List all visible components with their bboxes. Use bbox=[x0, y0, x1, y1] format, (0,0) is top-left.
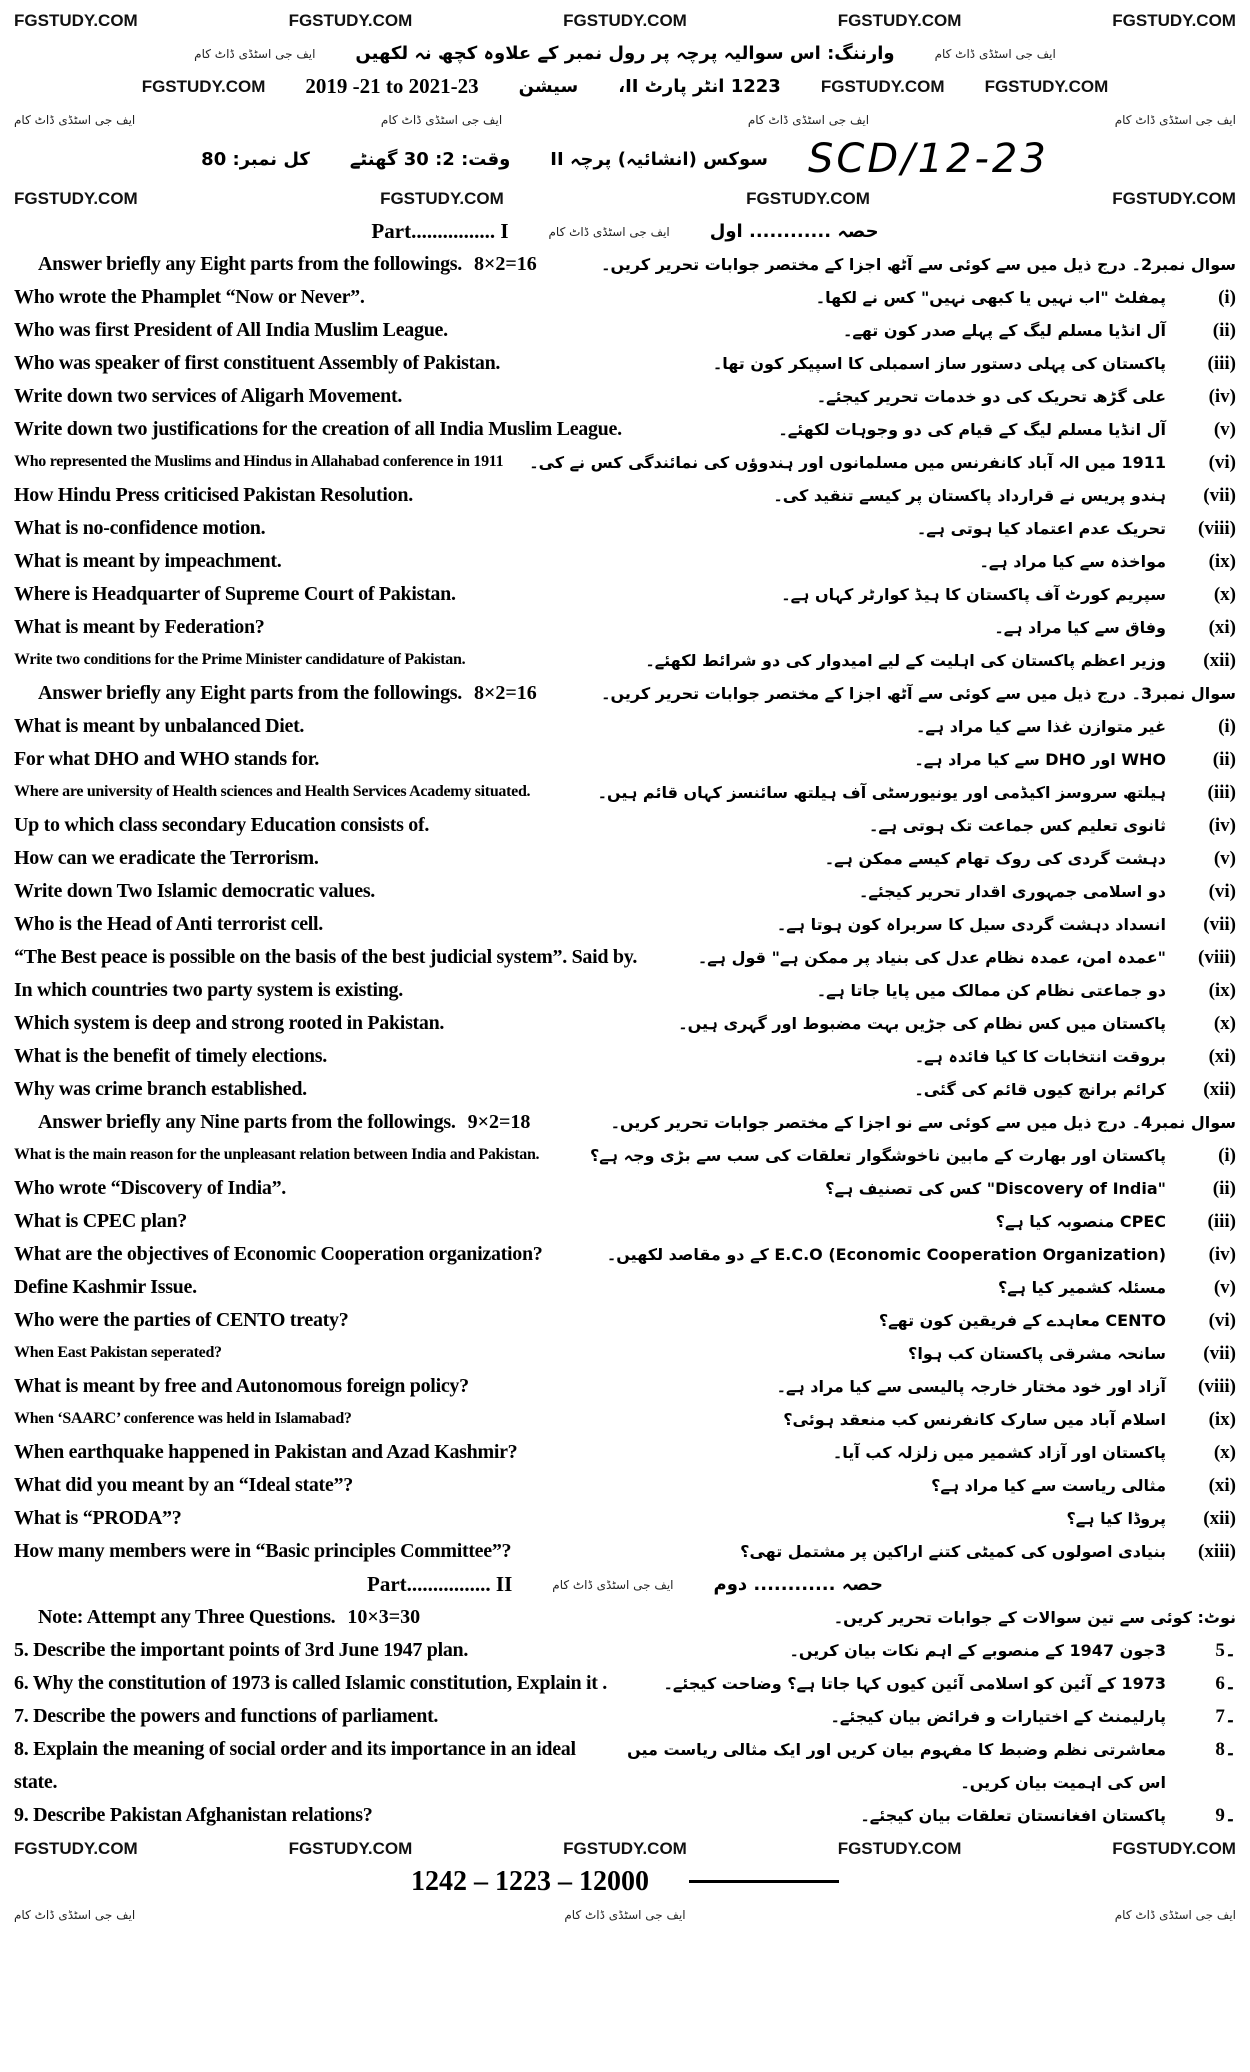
question-text-urdu: پاکستان اور بھارت کے مابین ناخوشگوار تعلقات کی سب سے بڑی وجہ ہے؟ bbox=[590, 1145, 1166, 1165]
watermark-text: FGSTUDY.COM bbox=[837, 1838, 962, 1858]
watermark-urdu: ایف جی اسٹڈی ڈاٹ کام bbox=[380, 112, 503, 127]
page-row bbox=[14, 215, 1236, 248]
question-text: Write down Two Islamic democratic values. bbox=[14, 880, 376, 902]
question-number: (vi) bbox=[1208, 451, 1236, 473]
signature-line bbox=[689, 1880, 839, 1883]
question-text-urdu: ہیلتھ سروسز اکیڈمی اور یونیورسٹی آف ہیلتھ سائنسز کہاں قائم ہیں۔ bbox=[597, 782, 1166, 802]
question-number: (iii) bbox=[1207, 1210, 1236, 1232]
question-text-urdu: پاکستان میں کس نظام کی جڑیں بہت مضبوط اور گہری ہیں۔ bbox=[678, 1013, 1166, 1033]
question-text-urdu: دہشت گردی کی روک تھام کیسے ممکن ہے۔ bbox=[824, 848, 1166, 868]
question-text-urdu: تحریک عدم اعتماد کیا ہوتی ہے۔ bbox=[916, 518, 1166, 538]
part-two-marks: 10×3=30 bbox=[347, 1606, 421, 1628]
question-text: Who is the Head of Anti terrorist cell. bbox=[14, 913, 323, 935]
question-text: What is the benefit of timely elections. bbox=[14, 1045, 327, 1067]
question-text: Who wrote the Phamplet “Now or Never”. bbox=[14, 286, 365, 308]
question-text-urdu: 1911 میں الہ آباد کانفرنس میں مسلمانوں اور ہندوؤں کی نمائندگی کس نے کی۔ bbox=[529, 452, 1166, 472]
question-text-urdu: وفاق سے کیا مراد ہے۔ bbox=[994, 617, 1166, 637]
page-row bbox=[14, 281, 1236, 314]
question-number: (iii) bbox=[1207, 781, 1236, 803]
page-row bbox=[14, 1403, 1236, 1436]
question-number: (viii) bbox=[1198, 946, 1236, 968]
page-row bbox=[14, 677, 1236, 710]
question-text-urdu: انسداد دہشت گردی سیل کا سربراہ کون ہوتا ہے۔ bbox=[776, 914, 1166, 934]
page-row bbox=[14, 1865, 1236, 1898]
page-row bbox=[14, 809, 1236, 842]
watermark-text: FGSTUDY.COM bbox=[563, 10, 687, 30]
long-question-number: 8۔ bbox=[1215, 1739, 1236, 1760]
page-row bbox=[14, 776, 1236, 809]
page-row bbox=[14, 1502, 1236, 1535]
note-urdu: نوٹ: کوئی سے تین سوالات کے جوابات تحریر کریں۔ bbox=[833, 1607, 1236, 1627]
handwritten-code: SCD/12-23 bbox=[808, 136, 1049, 182]
section-heading: Answer briefly any Nine parts from the followings. bbox=[38, 1111, 456, 1133]
watermark-text: FGSTUDY.COM bbox=[14, 1838, 138, 1858]
page-row bbox=[14, 446, 1236, 479]
warning-text: وارننگ: اس سوالیہ پرچہ پر رول نمبر کے علاوہ کچھ نہ لکھیں bbox=[355, 43, 895, 64]
time-text: وقت: 2: 30 گھنٹے bbox=[349, 148, 511, 170]
page-row bbox=[14, 1799, 1236, 1832]
watermark-urdu: ایف جی اسٹڈی ڈاٹ کام bbox=[548, 224, 670, 239]
question-text: For what DHO and WHO stands for. bbox=[14, 748, 320, 770]
question-text-urdu: CENTO معاہدے کے فریقین کون تھے؟ bbox=[878, 1310, 1166, 1330]
question-text-urdu: آزاد اور خود مختار خارجہ پالیسی سے کیا مراد ہے۔ bbox=[776, 1376, 1166, 1396]
subject-text: سوکس (انشائیہ) پرچہ II bbox=[550, 148, 768, 170]
watermark-text: FGSTUDY.COM bbox=[1112, 10, 1236, 30]
page-row bbox=[14, 1304, 1236, 1337]
page-row bbox=[14, 578, 1236, 611]
watermark-text: FGSTUDY.COM bbox=[288, 1838, 413, 1858]
question-text-urdu: سپریم کورٹ آف پاکستان کا ہیڈ کوارٹر کہاں ہے۔ bbox=[781, 584, 1166, 604]
page-row bbox=[14, 1766, 1236, 1799]
question-text: What are the objectives of Economic Cooperation organization? bbox=[14, 1243, 543, 1265]
watermark-urdu: ایف جی اسٹڈی ڈاٹ کام bbox=[552, 1577, 674, 1592]
page-row bbox=[14, 1898, 1236, 1931]
question-text: What did you meant by an “Ideal state”? bbox=[14, 1474, 353, 1496]
long-question-text: 9. Describe Pakistan Afghanistan relations? bbox=[14, 1804, 373, 1826]
question-number: (xi) bbox=[1208, 1045, 1236, 1067]
watermark-urdu: ایف جی اسٹڈی ڈاٹ کام bbox=[14, 112, 136, 127]
question-number: (i) bbox=[1218, 286, 1236, 308]
question-text-urdu: WHO اور DHO سے کیا مراد ہے۔ bbox=[914, 749, 1166, 769]
page-row bbox=[14, 1469, 1236, 1502]
page-row bbox=[14, 842, 1236, 875]
question-number: (i) bbox=[1218, 715, 1236, 737]
question-number: (x) bbox=[1213, 583, 1236, 605]
watermark-urdu: ایف جی اسٹڈی ڈاٹ کام bbox=[747, 112, 870, 127]
page-row bbox=[14, 1601, 1236, 1634]
question-text: How can we eradicate the Terrorism. bbox=[14, 847, 319, 869]
question-number: (xii) bbox=[1203, 1507, 1236, 1529]
question-number: (xiii) bbox=[1198, 1540, 1236, 1562]
watermark-text: FGSTUDY.COM bbox=[820, 76, 945, 96]
page-row bbox=[14, 1205, 1236, 1238]
long-question-urdu: اس کی اہمیت بیان کریں۔ bbox=[960, 1772, 1166, 1792]
watermark-text: FGSTUDY.COM bbox=[1112, 1838, 1236, 1858]
watermark-text: FGSTUDY.COM bbox=[563, 1838, 687, 1858]
question-number: (viii) bbox=[1198, 517, 1236, 539]
long-question-text: 5. Describe the important points of 3rd June 1947 plan. bbox=[14, 1639, 469, 1661]
question-number: (x) bbox=[1213, 1012, 1236, 1034]
question-text: How Hindu Press criticised Pakistan Resolution. bbox=[14, 484, 413, 506]
question-text: Up to which class secondary Education consists of. bbox=[14, 814, 430, 836]
question-number: (vii) bbox=[1203, 1342, 1236, 1364]
question-text: What is the main reason for the unpleasant relation between India and Pakistan. bbox=[14, 1146, 540, 1164]
question-text-urdu: دو اسلامی جمہوری اقدار تحریر کیجئے۔ bbox=[858, 881, 1166, 901]
question-text: What is meant by Federation? bbox=[14, 616, 265, 638]
question-text-urdu: بروقت انتخابات کا کیا فائدہ ہے۔ bbox=[914, 1046, 1166, 1066]
question-text-urdu: آل انڈیا مسلم لیگ کے قیام کی دو وجوہات لکھئے۔ bbox=[778, 419, 1166, 439]
question-text: What is CPEC plan? bbox=[14, 1210, 187, 1232]
question-text: Who represented the Muslims and Hindus in Allahabad conference in 1911 bbox=[14, 453, 504, 471]
question-number: (x) bbox=[1213, 1441, 1236, 1463]
question-text: Write two conditions for the Prime Minister candidature of Pakistan. bbox=[14, 651, 466, 669]
question-text: When East Pakistan seperated? bbox=[14, 1344, 222, 1362]
question-text: Write down two services of Aligarh Movement. bbox=[14, 385, 403, 407]
page-row bbox=[14, 611, 1236, 644]
question-text: What is meant by unbalanced Diet. bbox=[14, 715, 305, 737]
page-row bbox=[14, 545, 1236, 578]
question-text-urdu: CPEC منصوبہ کیا ہے؟ bbox=[995, 1211, 1166, 1231]
page-row bbox=[14, 1667, 1236, 1700]
page-row bbox=[14, 743, 1236, 776]
question-text-urdu: ثانوی تعلیم کس جماعت تک ہوتی ہے۔ bbox=[869, 815, 1166, 835]
long-question-urdu: معاشرتی نظم وضبط کا مفہوم بیان کریں اور ایک مثالی ریاست میں bbox=[627, 1739, 1166, 1759]
section-marks: 8×2=16 bbox=[473, 682, 537, 704]
question-text: How many members were in “Basic principles Committee”? bbox=[14, 1540, 512, 1562]
question-number: (iii) bbox=[1207, 352, 1236, 374]
question-text-urdu: کرائم برانچ کیوں قائم کی گئی۔ bbox=[914, 1079, 1166, 1099]
question-text-urdu: E.C.O (Economic Cooperation Organization) کے دو مقاصد لکھیں۔ bbox=[606, 1244, 1166, 1264]
page-row bbox=[14, 103, 1236, 136]
page-row bbox=[14, 1700, 1236, 1733]
long-question-urdu: پاکستان افغانستان تعلقات بیان کیجئے۔ bbox=[860, 1805, 1166, 1825]
page-row bbox=[14, 974, 1236, 1007]
question-text: Define Kashmir Issue. bbox=[14, 1276, 197, 1298]
part-one-title: Part................ I bbox=[371, 219, 509, 243]
watermark-urdu: ایف جی اسٹڈی ڈاٹ کام bbox=[934, 46, 1056, 61]
page-row bbox=[14, 380, 1236, 413]
long-question-number: 5۔ bbox=[1215, 1640, 1236, 1661]
question-number: (ix) bbox=[1208, 550, 1236, 572]
question-text: Where are university of Health sciences and Health Services Academy situated. bbox=[14, 783, 531, 801]
question-text: Write down two justifications for the creation of all India Muslim League. bbox=[14, 418, 622, 440]
question-text: What is “PRODA”? bbox=[14, 1507, 182, 1529]
paper-code: 1223 انٹر پارٹ II، bbox=[618, 76, 781, 97]
question-text-urdu: علی گڑھ تحریک کی دو خدمات تحریر کیجئے۔ bbox=[816, 386, 1166, 406]
long-question-urdu: پارلیمنٹ کے اختیارات و فرائض بیان کیجئے۔ bbox=[830, 1706, 1166, 1726]
page-row bbox=[14, 512, 1236, 545]
question-text: Who wrote “Discovery of India”. bbox=[14, 1177, 286, 1199]
question-text-urdu: دو جماعتی نظام کن ممالک میں پایا جاتا ہے۔ bbox=[816, 980, 1166, 1000]
page-row bbox=[14, 413, 1236, 446]
section-heading: Answer briefly any Eight parts from the followings. bbox=[38, 682, 462, 704]
question-number: (i) bbox=[1218, 1144, 1236, 1166]
page-row bbox=[14, 1634, 1236, 1667]
long-question-text: 7. Describe the powers and functions of parliament. bbox=[14, 1705, 439, 1727]
question-text: Who was speaker of first constituent Assembly of Pakistan. bbox=[14, 352, 501, 374]
question-number: (iv) bbox=[1208, 814, 1236, 836]
question-number: (xi) bbox=[1208, 616, 1236, 638]
question-number: (vii) bbox=[1203, 913, 1236, 935]
page-row bbox=[14, 136, 1236, 182]
question-number: (ii) bbox=[1212, 319, 1236, 341]
long-question-urdu: 3جون 1947 کے منصوبے کے اہم نکات بیان کریں۔ bbox=[789, 1640, 1166, 1660]
footer-code: 1242 – 1223 – 12000 bbox=[411, 1865, 649, 1897]
question-number: (viii) bbox=[1198, 1375, 1236, 1397]
watermark-text: FGSTUDY.COM bbox=[14, 188, 138, 208]
part-two-urdu: حصہ ............ دوم bbox=[713, 1574, 883, 1595]
session-label: سیشن bbox=[518, 76, 579, 97]
watermark-urdu: ایف جی اسٹڈی ڈاٹ کام bbox=[1114, 112, 1236, 127]
question-text: What is meant by impeachment. bbox=[14, 550, 282, 572]
question-number: (xi) bbox=[1208, 1474, 1236, 1496]
question-text-urdu: "Discovery of India" کس کی تصنیف ہے؟ bbox=[825, 1178, 1166, 1198]
long-question-number: 6۔ bbox=[1215, 1673, 1236, 1694]
question-number: (xii) bbox=[1203, 649, 1236, 671]
watermark-urdu: ایف جی اسٹڈی ڈاٹ کام bbox=[14, 1907, 136, 1922]
watermark-urdu: ایف جی اسٹڈی ڈاٹ کام bbox=[194, 46, 316, 61]
page-row bbox=[14, 1271, 1236, 1304]
watermark-text: FGSTUDY.COM bbox=[1112, 188, 1236, 208]
question-text-urdu: بنیادی اصولوں کی کمیٹی کتنے اراکین پر مشتمل تھی؟ bbox=[740, 1541, 1166, 1561]
question-number: (vi) bbox=[1208, 880, 1236, 902]
question-text-urdu: غیر متوازن غذا سے کیا مراد ہے۔ bbox=[916, 716, 1166, 736]
question-text: Who were the parties of CENTO treaty? bbox=[14, 1309, 349, 1331]
question-text-urdu: پاکستان کی پہلی دستور ساز اسمبلی کا اسپیکر کون تھا۔ bbox=[712, 353, 1166, 373]
page-row bbox=[14, 1370, 1236, 1403]
question-number: (ix) bbox=[1208, 979, 1236, 1001]
question-number: (vi) bbox=[1208, 1309, 1236, 1331]
page-row bbox=[14, 1007, 1236, 1040]
note-text: Note: Attempt any Three Questions. bbox=[38, 1606, 336, 1628]
long-question-number: 7۔ bbox=[1215, 1706, 1236, 1727]
question-number: (ii) bbox=[1212, 1177, 1236, 1199]
watermark-text: FGSTUDY.COM bbox=[746, 188, 870, 208]
question-number: (iv) bbox=[1208, 385, 1236, 407]
watermark-text: FGSTUDY.COM bbox=[837, 10, 962, 30]
section-marks: 9×2=18 bbox=[467, 1111, 531, 1133]
watermark-urdu: ایف جی اسٹڈی ڈاٹ کام bbox=[564, 1907, 686, 1922]
page-row bbox=[14, 1238, 1236, 1271]
page-row bbox=[14, 1040, 1236, 1073]
question-text-urdu: مواخذہ سے کیا مراد ہے۔ bbox=[979, 551, 1166, 571]
question-text-urdu: آل انڈیا مسلم لیگ کے پہلے صدر کون تھے۔ bbox=[842, 320, 1166, 340]
question-text-urdu: پمفلٹ "اب نہیں یا کبھی نہیں" کس نے لکھا۔ bbox=[815, 287, 1166, 307]
watermark-text: FGSTUDY.COM bbox=[984, 76, 1109, 96]
page-row bbox=[14, 1172, 1236, 1205]
long-question-text: state. bbox=[14, 1771, 58, 1793]
page-row bbox=[14, 347, 1236, 380]
page-row bbox=[14, 479, 1236, 512]
watermark-text: FGSTUDY.COM bbox=[380, 188, 504, 208]
page-row bbox=[14, 37, 1236, 70]
question-text-urdu: پروڈا کیا ہے؟ bbox=[1066, 1508, 1166, 1528]
question-text-urdu: ہندو پریس نے قرارداد پاکستان پر کیسے تنقید کی۔ bbox=[773, 485, 1166, 505]
page-row bbox=[14, 710, 1236, 743]
page-row bbox=[14, 1832, 1236, 1865]
section-heading-urdu: سوال نمبر3۔ درج ذیل میں سے کوئی سے آٹھ اجزا کے مختصر جوابات تحریر کریں۔ bbox=[601, 683, 1236, 703]
watermark-text: FGSTUDY.COM bbox=[14, 10, 138, 30]
session-text: 2019 -21 to 2021-23 bbox=[305, 74, 479, 98]
question-number: (v) bbox=[1213, 847, 1236, 869]
question-text: In which countries two party system is existing. bbox=[14, 979, 403, 1001]
question-number: (xii) bbox=[1203, 1078, 1236, 1100]
section-heading-urdu: سوال نمبر4۔ درج ذیل میں سے کوئی سے نو اجزا کے مختصر جوابات تحریر کریں۔ bbox=[610, 1112, 1236, 1132]
page-row bbox=[14, 875, 1236, 908]
question-text-urdu: اسلام آباد میں سارک کانفرنس کب منعقد ہوئی؟ bbox=[783, 1409, 1166, 1429]
question-text: Which system is deep and strong rooted in Pakistan. bbox=[14, 1012, 445, 1034]
question-number: (ii) bbox=[1212, 748, 1236, 770]
long-question-number: 9۔ bbox=[1215, 1805, 1236, 1826]
page-row bbox=[14, 1568, 1236, 1601]
question-number: (vii) bbox=[1203, 484, 1236, 506]
question-text: Why was crime branch established. bbox=[14, 1078, 307, 1100]
total-marks: کل نمبر: 80 bbox=[201, 148, 310, 170]
section-heading-urdu: سوال نمبر2۔ درج ذیل میں سے کوئی سے آٹھ اجزا کے مختصر جوابات تحریر کریں۔ bbox=[601, 254, 1236, 274]
question-text: “The Best peace is possible on the basis of the best judicial system”. Said by. bbox=[14, 946, 638, 968]
section-marks: 8×2=16 bbox=[473, 253, 537, 275]
page-row bbox=[14, 70, 1236, 103]
question-number: (v) bbox=[1213, 418, 1236, 440]
page-row bbox=[14, 1535, 1236, 1568]
question-text-urdu: وزیر اعظم پاکستان کی اہلیت کے لیے امیدوار کی دو شرائط لکھئے۔ bbox=[645, 650, 1166, 670]
question-number: (ix) bbox=[1208, 1408, 1236, 1430]
question-number: (iv) bbox=[1208, 1243, 1236, 1265]
page-row bbox=[14, 1337, 1236, 1370]
page-row bbox=[14, 1073, 1236, 1106]
page-row bbox=[14, 1139, 1236, 1172]
page-row bbox=[14, 644, 1236, 677]
part-two-title: Part................ II bbox=[367, 1572, 513, 1596]
page-row bbox=[14, 1436, 1236, 1469]
long-question-text: 6. Why the constitution of 1973 is called Islamic constitution, Explain it . bbox=[14, 1672, 607, 1694]
part-one-urdu: حصہ ............ اول bbox=[709, 221, 879, 242]
watermark-text: FGSTUDY.COM bbox=[288, 10, 413, 30]
page-row bbox=[14, 314, 1236, 347]
watermark-urdu: ایف جی اسٹڈی ڈاٹ کام bbox=[1114, 1907, 1236, 1922]
long-question-urdu: 1973 کے آئین کو اسلامی آئین کیوں کہا جاتا ہے؟ وضاحت کیجئے۔ bbox=[663, 1673, 1166, 1693]
question-text: What is meant by free and Autonomous foreign policy? bbox=[14, 1375, 469, 1397]
watermark-text: FGSTUDY.COM bbox=[141, 76, 266, 96]
question-text-urdu: مثالی ریاست سے کیا مراد ہے؟ bbox=[931, 1475, 1166, 1495]
page-row bbox=[14, 1733, 1236, 1766]
question-text: When earthquake happened in Pakistan and Azad Kashmir? bbox=[14, 1441, 518, 1463]
question-text: Who was first President of All India Muslim League. bbox=[14, 319, 448, 341]
question-text-urdu: "عمدہ امن، عمدہ نظام عدل کی بنیاد پر ممکن ہے" قول ہے۔ bbox=[697, 947, 1166, 967]
question-text-urdu: پاکستان اور آزاد کشمیر میں زلزلہ کب آیا۔ bbox=[832, 1442, 1166, 1462]
page-row bbox=[14, 941, 1236, 974]
section-heading: Answer briefly any Eight parts from the followings. bbox=[38, 253, 462, 275]
question-text: What is no-confidence motion. bbox=[14, 517, 266, 539]
page-row bbox=[14, 1106, 1236, 1139]
page-row bbox=[14, 248, 1236, 281]
page-row bbox=[14, 182, 1236, 215]
question-text-urdu: سانحہ مشرقی پاکستان کب ہوا؟ bbox=[908, 1343, 1166, 1363]
question-text: Where is Headquarter of Supreme Court of Pakistan. bbox=[14, 583, 456, 605]
page-row bbox=[14, 4, 1236, 37]
question-text: When ‘SAARC’ conference was held in Islamabad? bbox=[14, 1410, 352, 1428]
question-text-urdu: مسئلہ کشمیر کیا ہے؟ bbox=[997, 1277, 1166, 1297]
page-row bbox=[14, 908, 1236, 941]
question-number: (v) bbox=[1213, 1276, 1236, 1298]
long-question-text: 8. Explain the meaning of social order and its importance in an ideal bbox=[14, 1738, 576, 1760]
